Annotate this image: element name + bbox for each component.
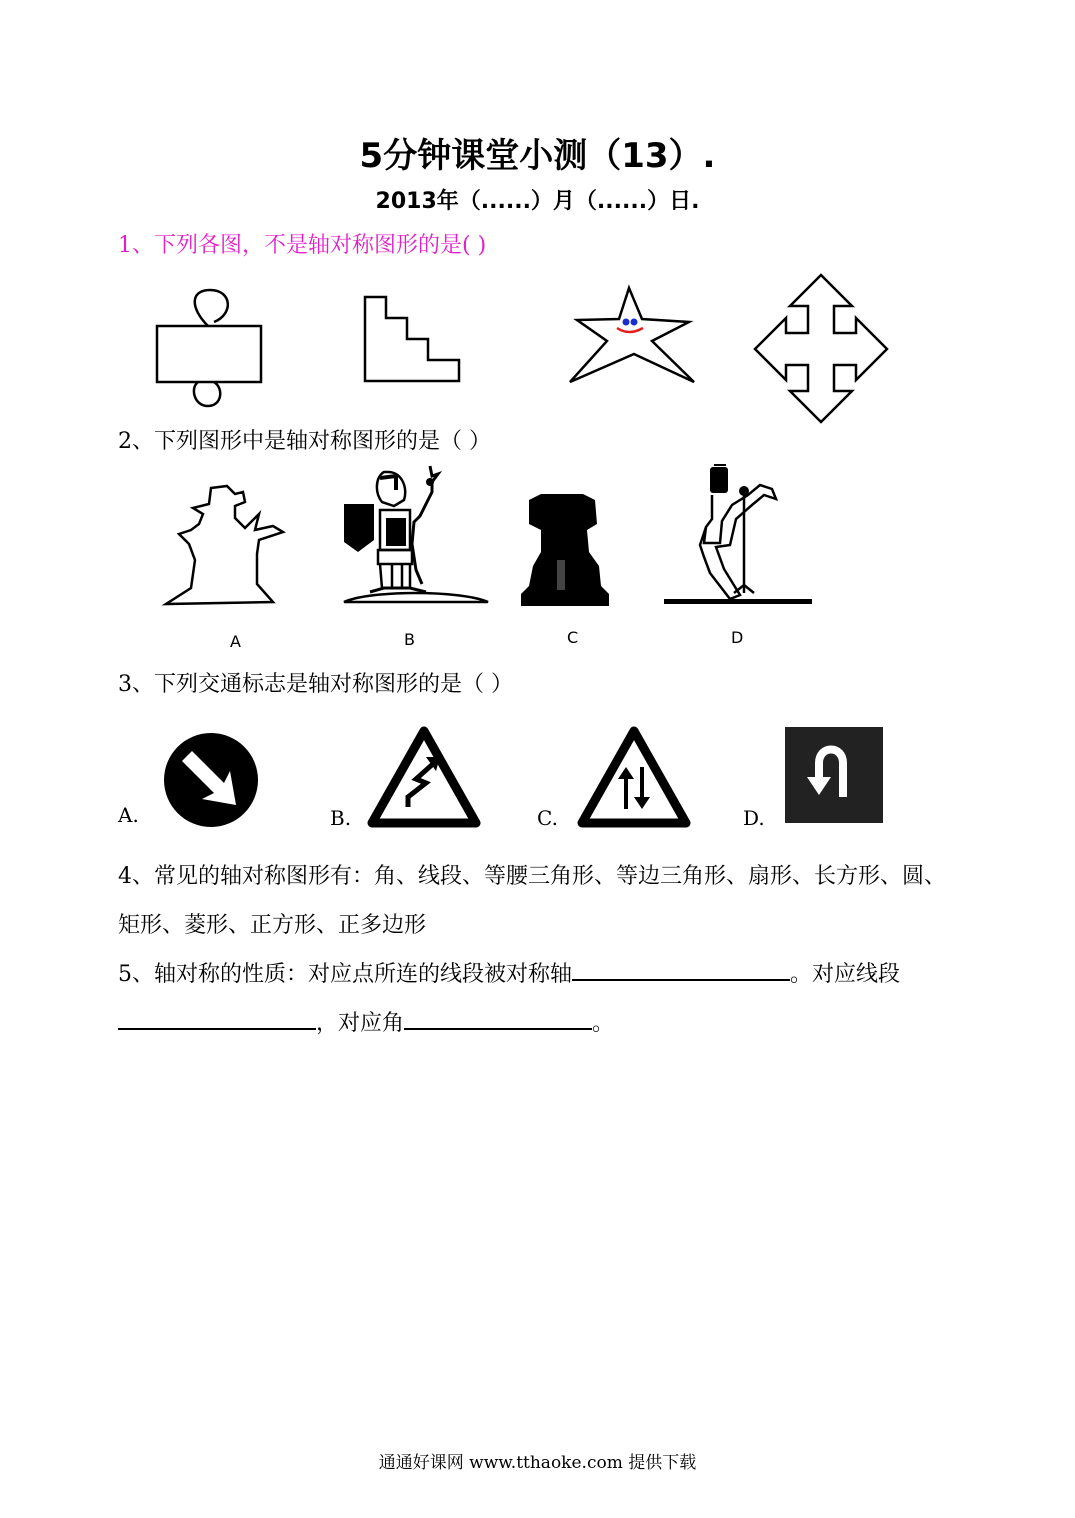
q2-singer-figure bbox=[660, 461, 816, 606]
figure-label-a: A bbox=[230, 632, 241, 651]
question-5 bbox=[118, 950, 963, 1048]
date-line: 2013年（......）月（......）日. bbox=[375, 189, 700, 214]
sign-d-u-turn-icon bbox=[785, 727, 883, 823]
question-5-part-1: 5、轴对称的性质：对应点所连的线段被对称轴 bbox=[118, 962, 572, 987]
answer-blank-1[interactable] bbox=[572, 955, 790, 981]
option-label-c: C. bbox=[537, 806, 558, 830]
option-label-a: A. bbox=[118, 803, 139, 827]
question-4: 4、常见的轴对称图形有：角、线段、等腰三角形、等边三角形、扇形、长方形、圆、矩形、菱形、正方形、正多边形 bbox=[118, 864, 946, 938]
figure-label-c: C bbox=[567, 628, 579, 647]
answer-blank-3[interactable] bbox=[404, 1004, 592, 1030]
page-title: 5分钟课堂小测（13）. bbox=[359, 136, 716, 176]
option-label-b: B. bbox=[330, 806, 352, 830]
q2-dog-silhouette-figure bbox=[517, 490, 612, 610]
star-eye-icon bbox=[631, 319, 638, 326]
q1-staircase-figure bbox=[362, 294, 467, 386]
star-eye-icon bbox=[623, 319, 630, 326]
option-label-d: D. bbox=[743, 806, 765, 830]
q1-smiling-star-figure bbox=[567, 286, 697, 386]
question-5-part-3: ，对应角 bbox=[316, 1011, 405, 1036]
question-5-part-2: 。对应线段 bbox=[790, 962, 901, 987]
q2-bird-tree-figure bbox=[163, 484, 293, 609]
q1-hook-rectangle-figure bbox=[150, 288, 270, 413]
question-3: 3、下列交通标志是轴对称图形的是（ ） bbox=[118, 672, 513, 697]
star-mouth-icon bbox=[617, 328, 643, 332]
footer-credit: 通通好课网 www.tthaoke.com 提供下载 bbox=[378, 1453, 697, 1473]
q2-knight-figure bbox=[340, 462, 492, 607]
answer-blank-2[interactable] bbox=[118, 1004, 316, 1030]
sign-a-diagonal-arrow-icon bbox=[162, 731, 260, 829]
figure-label-d: D bbox=[731, 628, 744, 647]
figure-label-b: B bbox=[404, 630, 415, 649]
q1-four-arrow-cross-figure bbox=[752, 273, 890, 425]
sign-b-double-curve-icon bbox=[368, 727, 480, 827]
sign-c-two-way-traffic-icon bbox=[578, 727, 690, 827]
question-5-part-4: 。 bbox=[592, 1011, 615, 1036]
question-2: 2、下列图形中是轴对称图形的是（ ） bbox=[118, 429, 491, 454]
question-1: 1、下列各图，不是轴对称图形的是( ) bbox=[118, 233, 487, 258]
